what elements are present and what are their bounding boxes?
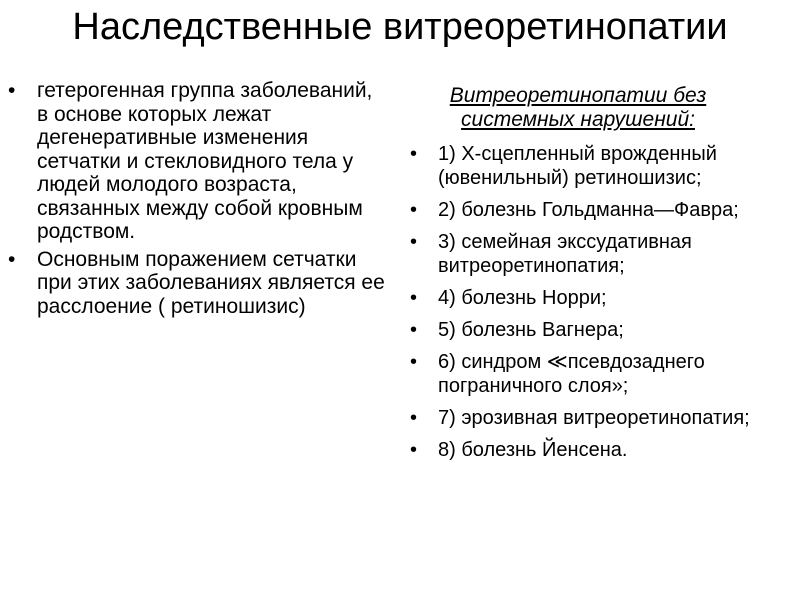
list-item [6,79,386,244]
disease-item-text: 2) болезнь Гольдманна—Фавра; [438,199,739,221]
disease-item-text: 8) болезнь Йенсена. [438,439,628,461]
bullet-icon: • [410,351,418,373]
left-column [6,79,386,322]
bullet-icon: • [410,287,418,309]
bullet-icon: • [8,247,16,271]
list-item [408,230,800,278]
disease-list [408,142,800,462]
disease-item-text: 7) эрозивная витреоретинопатия; [438,407,750,429]
definition-list [6,79,386,318]
bullet-icon: • [410,407,418,429]
list-item [408,142,800,190]
disease-item-text: 6) синдром ≪псевдозаднего пограничного слоя»; [438,351,705,397]
bullet-icon: • [410,439,418,461]
disease-item-text: 3) семейная экссудативная витреоретинопатия; [438,231,692,277]
list-item [6,248,386,319]
disease-item-text: 5) болезнь Вагнера; [438,319,624,341]
bullet-icon: • [410,319,418,341]
bullet-icon: • [410,231,418,253]
lesion-text: Основным поражением сетчатки при этих заболеваниях является ее расслоение ( ретиношизис) [37,247,385,318]
disease-item-text: 4) болезнь Норри; [438,287,607,309]
list-item [408,198,800,222]
bullet-icon: • [410,199,418,221]
definition-text: гетерогенная группа заболеваний, в основе которых лежат дегенеративные изменения сетчатки и стекловидного тела у людей молодого возраста, связанных между собой кровным родством. [37,79,373,243]
list-item [408,286,800,310]
bullet-icon: • [410,143,418,165]
subheading: Витреоретинопатии без системных нарушений: [449,84,707,131]
list-item [408,350,800,398]
list-item [408,438,800,462]
slide-title: Наследственные витреоретинопатии [72,6,728,48]
bullet-icon: • [8,79,16,102]
right-column [408,84,800,470]
disease-item-text: 1) Х-сцепленный врожденный (ювенильный) ретиношизис; [438,143,717,189]
list-item [408,318,800,342]
list-item [408,406,800,430]
